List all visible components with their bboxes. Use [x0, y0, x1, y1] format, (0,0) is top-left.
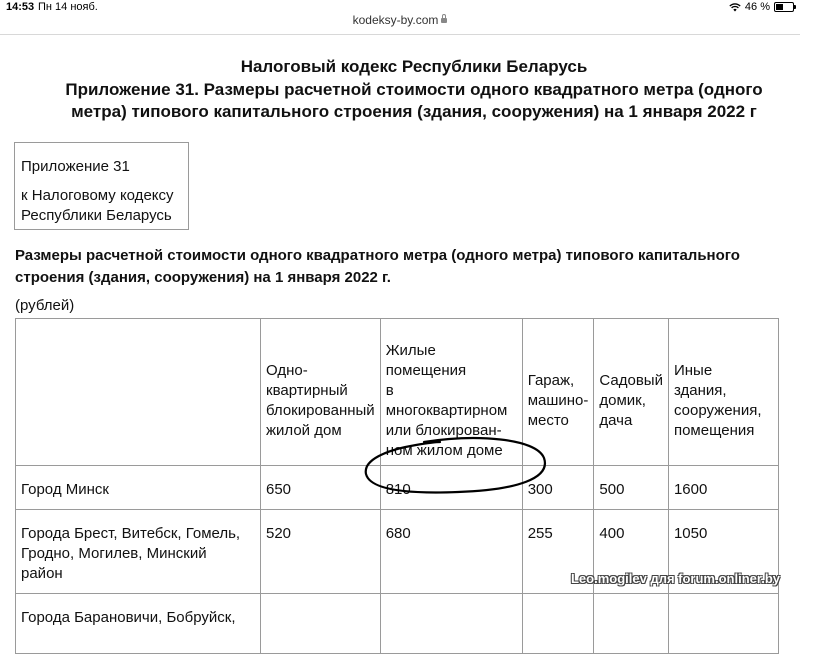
table-row: [16, 594, 779, 654]
region-name-cell: [16, 594, 261, 654]
cost-value-cell: 400: [594, 510, 669, 594]
cost-value-cell: [668, 594, 778, 654]
cost-table: [15, 318, 779, 654]
appendix-ref-line: Республики Беларусь: [21, 207, 172, 224]
cost-value-cell: [522, 594, 594, 654]
column-header-line: Иные: [673, 362, 713, 379]
appendix-reference-box: [14, 142, 189, 230]
wifi-icon: [729, 3, 741, 12]
column-header: [261, 319, 381, 466]
status-date: Пн 14 нояб.: [38, 1, 98, 13]
cost-value-cell: 1050: [668, 510, 778, 594]
status-time: 14:53: [6, 1, 35, 13]
column-header-line: место: [527, 412, 569, 429]
cost-value-cell: [380, 594, 522, 654]
units-label: (рублей): [15, 297, 75, 314]
watermark: Leo.mogilev для forum.onliner.by: [570, 571, 780, 586]
column-header-line: сооружения,: [673, 402, 762, 419]
column-header: [594, 319, 669, 466]
table-header-row: [16, 319, 779, 466]
cost-value-cell: [594, 594, 669, 654]
column-header-line: жилой дом: [266, 422, 342, 439]
table-title: [15, 245, 805, 289]
column-header-line: здания,: [673, 382, 727, 399]
lock-icon: [441, 18, 447, 23]
table-row: [16, 466, 779, 510]
column-header: [522, 319, 594, 466]
appendix-heading-line: метра) типового капитального строения (здания, сооружения) на 1 января 2022 г: [71, 102, 757, 121]
column-header-line: в многоквартирном: [385, 382, 508, 419]
cost-value-cell: 680: [380, 510, 522, 594]
column-header-line: квартирный: [266, 382, 348, 399]
cost-value-cell: 300: [522, 466, 594, 510]
cost-value-cell: 500: [594, 466, 669, 510]
region-name-line: Город Минск: [21, 481, 109, 498]
cost-value-cell: 1600: [668, 466, 778, 510]
address-bar[interactable]: [0, 13, 800, 31]
appendix-ref-line: к Налоговому кодексу: [21, 187, 174, 204]
cost-value-cell: 810: [380, 466, 522, 510]
battery-icon: [774, 2, 794, 12]
column-header: [668, 319, 778, 466]
region-name-line: Города Брест, Витебск, Гомель,: [21, 525, 241, 542]
column-header-line: Гараж,: [527, 372, 575, 389]
region-name-cell: [16, 466, 261, 510]
appendix-heading-line: Приложение 31. Размеры расчетной стоимости одного квадратного метра (одного: [65, 80, 763, 99]
page-title: Налоговый кодекс Республики Беларусь: [240, 57, 588, 76]
status-right: [729, 1, 794, 13]
cost-value-cell: [261, 594, 381, 654]
column-header-line: помещения: [385, 362, 467, 379]
column-header-line: машино-: [527, 392, 589, 409]
column-header-line: или блокирован-: [385, 422, 502, 439]
cost-value-cell: 650: [261, 466, 381, 510]
region-name-line: Гродно, Могилев, Минский: [21, 545, 207, 562]
column-header-line: Одно-: [266, 362, 308, 379]
appendix-heading: [0, 79, 828, 123]
region-name-cell: [16, 510, 261, 594]
table-body: [16, 466, 779, 654]
table-title-line: Размеры расчетной стоимости одного квадратного метра (одного метра) типового капитального: [15, 247, 740, 264]
column-header-line: дача: [599, 412, 633, 429]
battery-percent: 46 %: [744, 1, 770, 13]
column-header-line: [21, 391, 255, 411]
cost-value-cell: 520: [261, 510, 381, 594]
appendix-number: Приложение 31: [21, 158, 130, 175]
column-header-line: блокированный: [266, 402, 375, 419]
cost-value-cell: 255: [522, 510, 594, 594]
url-text[interactable]: kodeksy-by.com: [352, 13, 439, 27]
column-header-line: Садовый: [599, 372, 663, 389]
column-header: [16, 319, 261, 466]
table-title-line: строения (здания, сооружения) на 1 января 2022 г.: [15, 269, 391, 286]
column-header-line: ном жилом доме: [385, 442, 503, 459]
cost-table-container: [15, 318, 800, 626]
battery-fill: [776, 4, 783, 10]
column-header-line: домик,: [599, 392, 646, 409]
column-header-line: помещения: [673, 422, 755, 439]
column-header: [380, 319, 522, 466]
column-header-line: Жилые: [385, 342, 436, 359]
region-name-line: район: [21, 565, 63, 582]
toolbar-divider: [0, 34, 800, 35]
region-name-line: Города Барановичи, Бобруйск,: [21, 609, 236, 626]
